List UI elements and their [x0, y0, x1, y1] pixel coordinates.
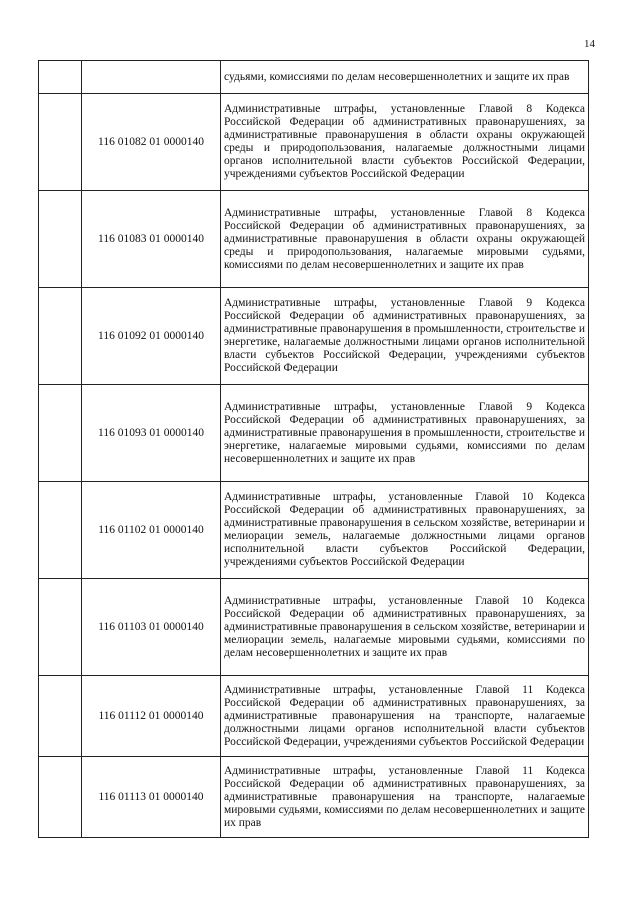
table-row — [39, 191, 589, 288]
empty-cell — [39, 385, 82, 482]
empty-cell — [82, 61, 221, 94]
empty-cell — [39, 191, 82, 288]
table-row — [39, 94, 589, 191]
empty-cell — [39, 579, 82, 676]
revenue-description: Административные штрафы, установленные Главой 8 Кодекса Российской Федерации об административных правонарушениях, за административные правонарушения в области охраны окружающей среды и природопользования, налагаемые мировыми судьями, комиссиями по делам несовершеннолетних и защите их прав — [221, 191, 589, 288]
classification-code: 116 01093 01 0000140 — [82, 385, 221, 482]
table-row — [39, 288, 589, 385]
table-row-continuation — [39, 61, 589, 94]
classification-code: 116 01082 01 0000140 — [82, 94, 221, 191]
table-row — [39, 676, 589, 757]
classification-code: 116 01113 01 0000140 — [82, 757, 221, 838]
revenue-description: Административные штрафы, установленные Главой 10 Кодекса Российской Федерации об административных правонарушениях, за административные правонарушения в сельском хозяйстве, ветеринарии и мелиорации земель, налагаемые должностными лицами органов исполнительной власти субъектов Российской Федерации, учреждениями субъектов Российской Федерации — [221, 482, 589, 579]
table-row — [39, 757, 589, 838]
table-row — [39, 385, 589, 482]
revenue-description: Административные штрафы, установленные Главой 9 Кодекса Российской Федерации об административных правонарушениях, за административные правонарушения в промышленности, строительстве и энергетике, налагаемые мировыми судьями, комиссиями по делам несовершеннолетних и защите их прав — [221, 385, 589, 482]
empty-cell — [39, 676, 82, 757]
classification-code: 116 01102 01 0000140 — [82, 482, 221, 579]
budget-classification-table — [38, 60, 589, 838]
revenue-description: Административные штрафы, установленные Главой 8 Кодекса Российской Федерации об административных правонарушениях, за административные правонарушения в области охраны окружающей среды и природопользования, налагаемые должностными лицами органов исполнительной власти субъектов Российской Федерации, учреждениями субъектов Российской Федерации — [221, 94, 589, 191]
table-row — [39, 579, 589, 676]
revenue-description: Административные штрафы, установленные Главой 11 Кодекса Российской Федерации об административных правонарушениях, за административные правонарушения на транспорте, налагаемые должностными лицами органов исполнительной власти субъектов Российской Федерации, учреждениями субъектов Российской Федерации — [221, 676, 589, 757]
page-number: 14 — [584, 38, 595, 50]
revenue-description: Административные штрафы, установленные Главой 10 Кодекса Российской Федерации об административных правонарушениях, за административные правонарушения в сельском хозяйстве, ветеринарии и мелиорации земель, налагаемые мировыми судьями, комиссиями по делам несовершеннолетних и защите их прав — [221, 579, 589, 676]
empty-cell — [39, 757, 82, 838]
revenue-description: Административные штрафы, установленные Главой 11 Кодекса Российской Федерации об административных правонарушениях, за административные правонарушения на транспорте, налагаемые мировыми судьями, комиссиями по делам несовершеннолетних и защите их прав — [221, 757, 589, 838]
continuation-text: судьями, комиссиями по делам несовершеннолетних и защите их прав — [221, 61, 589, 94]
table-row — [39, 482, 589, 579]
empty-cell — [39, 482, 82, 579]
classification-code: 116 01112 01 0000140 — [82, 676, 221, 757]
classification-code: 116 01103 01 0000140 — [82, 579, 221, 676]
empty-cell — [39, 61, 82, 94]
empty-cell — [39, 288, 82, 385]
revenue-description: Административные штрафы, установленные Главой 9 Кодекса Российской Федерации об административных правонарушениях, за административные правонарушения в промышленности, строительстве и энергетике, налагаемые должностными лицами органов исполнительной власти субъектов Российской Федерации, учреждениями субъектов Российской Федерации — [221, 288, 589, 385]
empty-cell — [39, 94, 82, 191]
classification-code: 116 01083 01 0000140 — [82, 191, 221, 288]
classification-code: 116 01092 01 0000140 — [82, 288, 221, 385]
